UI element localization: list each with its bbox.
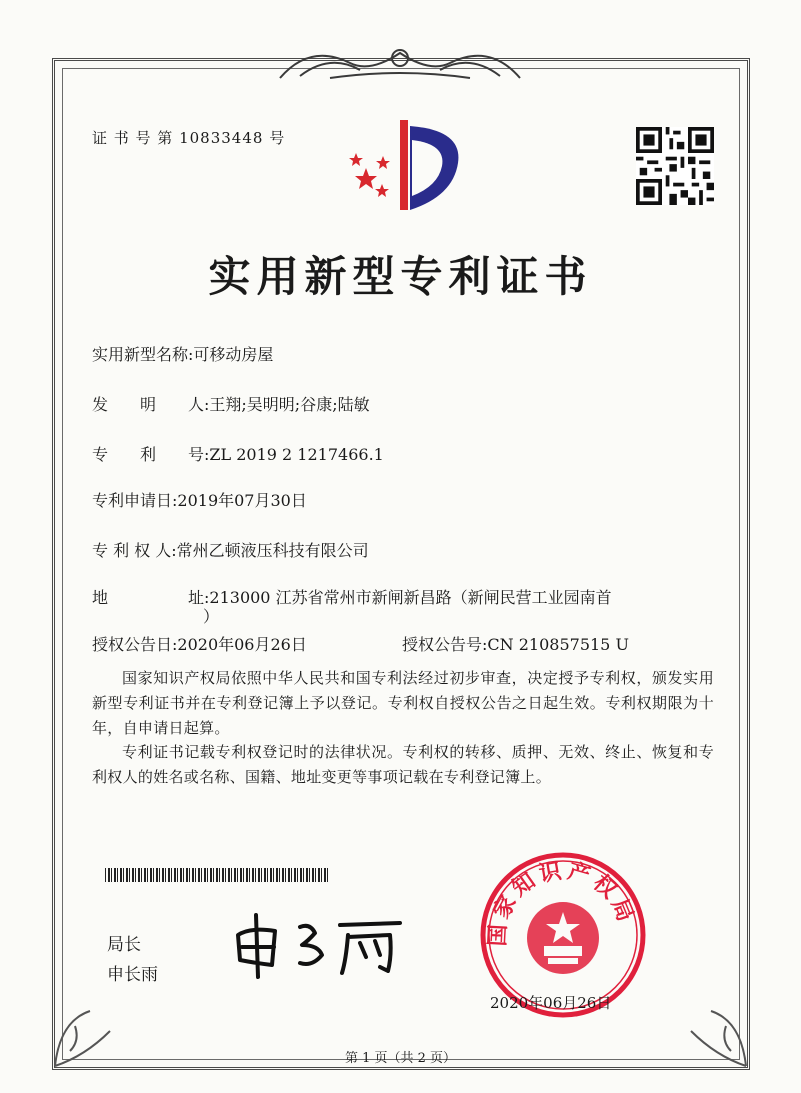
inventor-label: 发 明 人: — [92, 395, 210, 414]
patentee-label: 专 利 权 人: — [92, 541, 177, 560]
inventor-value: 王翔;吴明明;谷康;陆敏 — [209, 395, 370, 414]
filing-date-value: 2019年07月30日 — [177, 491, 307, 510]
name-label: 实用新型名称: — [92, 345, 194, 364]
patent-number-value: ZL 2019 2 1217466.1 — [209, 445, 384, 464]
address-value: 213000 江苏省常州市新闸新昌路（新闸民营工业园南首 — [209, 588, 612, 607]
page-title: 实用新型专利证书 — [208, 252, 593, 301]
paragraph-legal-status: 专利证书记载专利权登记时的法律状况。专利权的转移、质押、无效、终止、恢复和专利权人的姓名或名称、国籍、地址变更等事项记载在专利登记簿上。 — [92, 743, 714, 786]
grant-number-label: 授权公告号: — [402, 635, 488, 654]
patent-number-row — [92, 442, 384, 465]
paragraph-grant: 国家知识产权局依照中华人民共和国专利法经过初步审查，决定授予专利权，颁发实用新型专利证书并在专利登记簿上予以登记。专利权自授权公告之日起生效。专利权期限为十年，自申请日起算。 — [92, 669, 714, 737]
grant-number-value: CN 210857515 U — [487, 635, 629, 654]
signer-role: 局长 — [107, 935, 141, 955]
patentee-row — [92, 538, 369, 561]
seal-date: 2020年06月26日 — [490, 994, 612, 1012]
filing-date-label: 专利申请日: — [92, 491, 178, 510]
seal-text: 国家知识产权局 — [485, 858, 640, 947]
address-value-continuation: ） — [203, 607, 220, 626]
patentee-value: 常州乙顿液压科技有限公司 — [176, 541, 369, 560]
certificate-number: 证 书 号 第 10833448 号 — [92, 129, 286, 147]
grant-number-row — [402, 632, 629, 655]
barcode-icon — [105, 868, 330, 882]
signer-name: 申长雨 — [107, 965, 158, 985]
patent-office-logo-icon — [338, 118, 468, 218]
inventor-row — [92, 392, 370, 415]
grant-date-label: 授权公告日: — [92, 635, 178, 654]
page-number: 第 1 页（共 2 页） — [344, 1051, 457, 1066]
name-value: 可移动房屋 — [193, 345, 274, 364]
filing-date-row — [92, 488, 307, 511]
grant-date-value: 2020年06月26日 — [177, 635, 307, 654]
qr-code-icon — [636, 127, 714, 205]
patent-number-label: 专 利 号: — [92, 445, 210, 464]
top-ornament-icon — [270, 38, 530, 88]
grant-date-row — [92, 632, 307, 655]
address-label: 地 址: — [92, 588, 210, 607]
handwritten-signature — [230, 905, 410, 985]
address-row — [92, 585, 612, 608]
name-row — [92, 342, 273, 365]
